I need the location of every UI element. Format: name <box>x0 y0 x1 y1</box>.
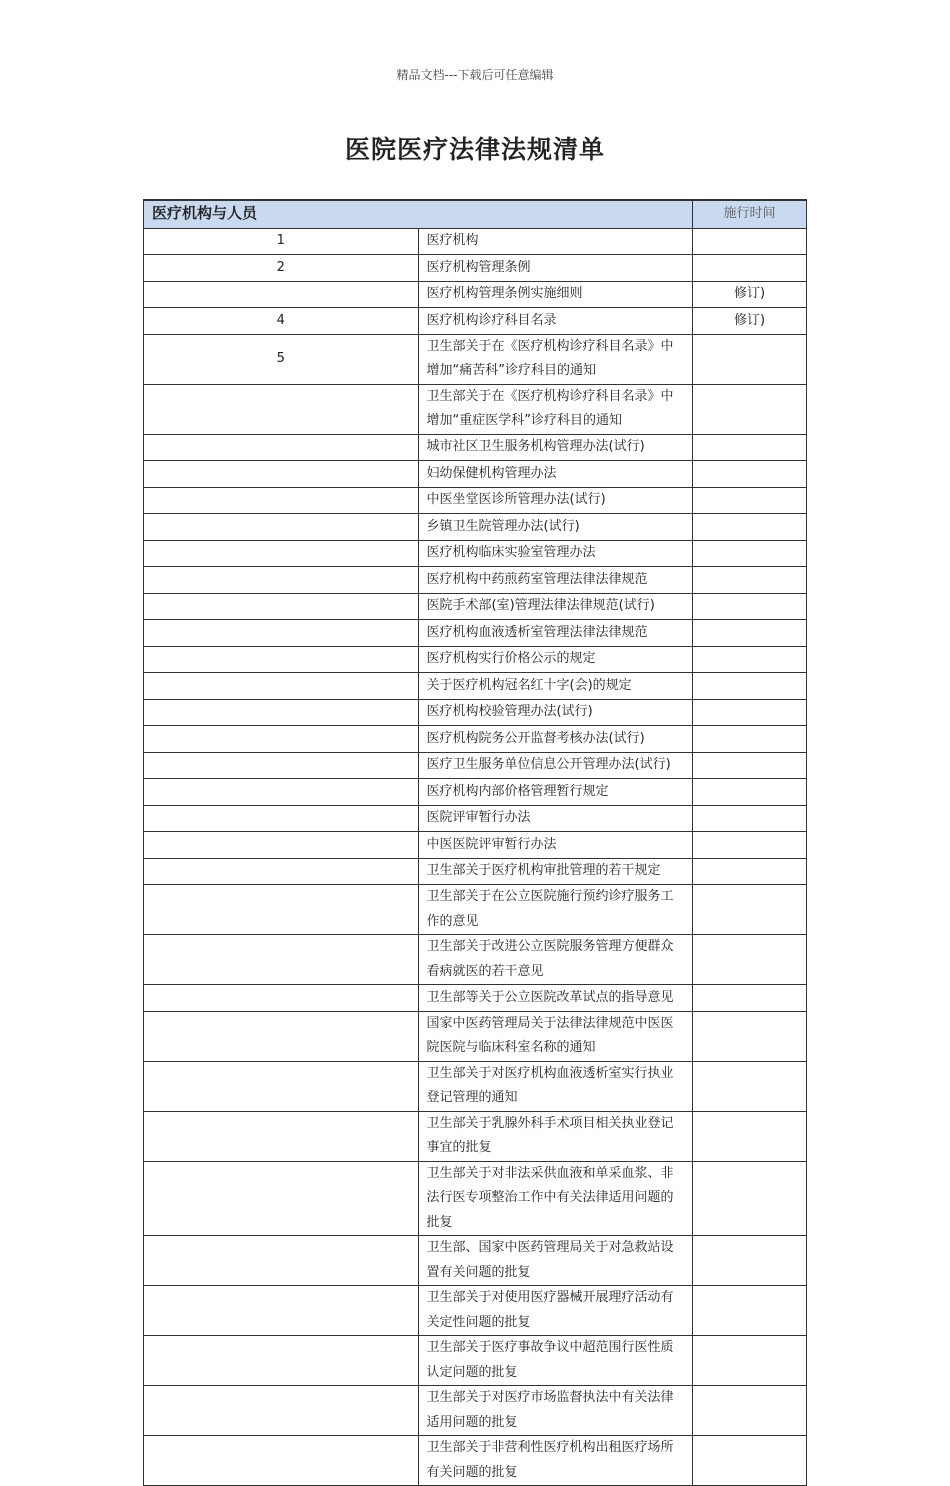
effective-time <box>693 514 807 541</box>
table-row <box>144 1011 807 1061</box>
effective-time <box>693 1111 807 1161</box>
row-number <box>144 487 419 514</box>
regulation-title: 医疗卫生服务单位信息公开管理办法(试行) <box>418 752 693 779</box>
row-number <box>144 593 419 620</box>
time-column-header: 施行时间 <box>693 200 807 228</box>
effective-time <box>693 567 807 594</box>
effective-time <box>693 620 807 647</box>
regulation-title: 卫生部关于非营利性医疗机构出租医疗场所有关问题的批复 <box>418 1436 693 1486</box>
regulation-title: 医疗机构校验管理办法(试行) <box>418 699 693 726</box>
table-row <box>144 1386 807 1436</box>
row-number: 4 <box>144 308 419 335</box>
table-row <box>144 620 807 647</box>
table-row <box>144 726 807 753</box>
regulation-title: 医疗机构实行价格公示的规定 <box>418 646 693 673</box>
regulation-title: 关于医疗机构冠名红十字(会)的规定 <box>418 673 693 700</box>
table-row <box>144 281 807 308</box>
effective-time <box>693 384 807 434</box>
table-row <box>144 673 807 700</box>
table-row <box>144 334 807 384</box>
regulation-title: 卫生部、国家中医药管理局关于对急救站设置有关问题的批复 <box>418 1236 693 1286</box>
effective-time <box>693 1161 807 1236</box>
effective-time <box>693 540 807 567</box>
regulation-title: 中医坐堂医诊所管理办法(试行) <box>418 487 693 514</box>
effective-time <box>693 885 807 935</box>
table-row <box>144 1236 807 1286</box>
row-number <box>144 805 419 832</box>
row-number: 1 <box>144 228 419 255</box>
row-number <box>144 858 419 885</box>
regulation-title: 城市社区卫生服务机构管理办法(试行) <box>418 434 693 461</box>
effective-time: 修订) <box>693 281 807 308</box>
row-number <box>144 1061 419 1111</box>
table-row <box>144 885 807 935</box>
effective-time <box>693 593 807 620</box>
regulation-title: 卫生部等关于公立医院改革试点的指导意见 <box>418 985 693 1012</box>
effective-time <box>693 1236 807 1286</box>
regulation-title: 医疗机构管理条例 <box>418 255 693 282</box>
effective-time <box>693 255 807 282</box>
row-number <box>144 1336 419 1386</box>
regulation-title: 妇幼保健机构管理办法 <box>418 461 693 488</box>
effective-time <box>693 673 807 700</box>
regulation-title: 卫生部关于对医疗机构血液透析室实行执业登记管理的通知 <box>418 1061 693 1111</box>
regulations-table <box>143 199 807 1486</box>
regulation-title: 乡镇卫生院管理办法(试行) <box>418 514 693 541</box>
effective-time <box>693 228 807 255</box>
effective-time <box>693 1436 807 1486</box>
table-row <box>144 1286 807 1336</box>
row-number <box>144 1161 419 1236</box>
effective-time <box>693 832 807 859</box>
table-row <box>144 593 807 620</box>
regulation-title: 卫生部关于对非法采供血液和单采血浆、非法行医专项整治工作中有关法律适用问题的批复 <box>418 1161 693 1236</box>
row-number <box>144 726 419 753</box>
effective-time <box>693 461 807 488</box>
effective-time <box>693 646 807 673</box>
row-number <box>144 1386 419 1436</box>
effective-time <box>693 434 807 461</box>
effective-time <box>693 1011 807 1061</box>
regulation-title: 国家中医药管理局关于法律法律规范中医医院医院与临床科室名称的通知 <box>418 1011 693 1061</box>
effective-time <box>693 779 807 806</box>
regulation-title: 中医医院评审暂行办法 <box>418 832 693 859</box>
effective-time <box>693 805 807 832</box>
effective-time <box>693 1061 807 1111</box>
regulation-title: 医疗机构 <box>418 228 693 255</box>
table-row <box>144 514 807 541</box>
regulation-title: 卫生部关于医疗事故争议中超范围行医性质认定问题的批复 <box>418 1336 693 1386</box>
page-title: 医院医疗法律法规清单 <box>344 135 605 164</box>
table-row <box>144 646 807 673</box>
table-row <box>144 384 807 434</box>
effective-time <box>693 334 807 384</box>
table-row <box>144 540 807 567</box>
regulation-title: 医院评审暂行办法 <box>418 805 693 832</box>
regulation-title: 医疗机构临床实验室管理办法 <box>418 540 693 567</box>
section-title-cell <box>144 200 693 228</box>
row-number: 5 <box>144 334 419 384</box>
table-row <box>144 858 807 885</box>
row-number <box>144 567 419 594</box>
effective-time <box>693 752 807 779</box>
row-number <box>144 646 419 673</box>
regulation-title: 卫生部关于对使用医疗器械开展理疗活动有关定性问题的批复 <box>418 1286 693 1336</box>
regulation-title: 卫生部关于乳腺外科手术项目相关执业登记事宜的批复 <box>418 1111 693 1161</box>
row-number: 2 <box>144 255 419 282</box>
effective-time <box>693 699 807 726</box>
row-number <box>144 281 419 308</box>
table-row <box>144 567 807 594</box>
table-row <box>144 935 807 985</box>
table-row <box>144 1061 807 1111</box>
row-number <box>144 985 419 1012</box>
effective-time <box>693 1386 807 1436</box>
row-number <box>144 885 419 935</box>
regulation-title: 卫生部关于对医疗市场监督执法中有关法律适用问题的批复 <box>418 1386 693 1436</box>
row-number <box>144 935 419 985</box>
table-row <box>144 255 807 282</box>
effective-time: 修订) <box>693 308 807 335</box>
table-row <box>144 1111 807 1161</box>
effective-time <box>693 935 807 985</box>
table-row <box>144 1336 807 1386</box>
effective-time <box>693 1336 807 1386</box>
effective-time <box>693 726 807 753</box>
row-number <box>144 1011 419 1061</box>
row-number <box>144 832 419 859</box>
table-row <box>144 1161 807 1236</box>
regulation-title: 医疗机构管理条例实施细则 <box>418 281 693 308</box>
regulation-title: 医疗机构中药煎药室管理法律法律规范 <box>418 567 693 594</box>
section-title: 医疗机构与人员 <box>152 204 258 222</box>
row-number <box>144 1111 419 1161</box>
table-header-row <box>144 200 807 228</box>
regulation-title: 医疗机构诊疗科目名录 <box>418 308 693 335</box>
regulation-title: 医疗机构院务公开监督考核办法(试行) <box>418 726 693 753</box>
regulation-title: 卫生部关于改进公立医院服务管理方便群众看病就医的若干意见 <box>418 935 693 985</box>
table-row <box>144 228 807 255</box>
table-row <box>144 832 807 859</box>
row-number <box>144 461 419 488</box>
table-row <box>144 805 807 832</box>
regulation-title: 卫生部关于在《医疗机构诊疗科目名录》中增加“痛苦科”诊疗科目的通知 <box>418 334 693 384</box>
header-note: 精品文档---下载后可任意编辑 <box>396 68 554 82</box>
row-number <box>144 434 419 461</box>
table-row <box>144 752 807 779</box>
row-number <box>144 673 419 700</box>
regulation-title: 医院手术部(室)管理法律法律规范(试行) <box>418 593 693 620</box>
effective-time <box>693 1286 807 1336</box>
row-number <box>144 1436 419 1486</box>
row-number <box>144 540 419 567</box>
row-number <box>144 752 419 779</box>
table-row <box>144 985 807 1012</box>
regulation-title: 医疗机构内部价格管理暂行规定 <box>418 779 693 806</box>
table-row <box>144 461 807 488</box>
table-row <box>144 699 807 726</box>
table-row <box>144 487 807 514</box>
row-number <box>144 699 419 726</box>
regulation-title: 卫生部关于医疗机构审批管理的若干规定 <box>418 858 693 885</box>
row-number <box>144 620 419 647</box>
row-number <box>144 1286 419 1336</box>
row-number <box>144 384 419 434</box>
row-number <box>144 1236 419 1286</box>
effective-time <box>693 858 807 885</box>
table-row <box>144 308 807 335</box>
row-number <box>144 514 419 541</box>
regulation-title: 卫生部关于在公立医院施行预约诊疗服务工作的意见 <box>418 885 693 935</box>
regulation-title: 医疗机构血液透析室管理法律法律规范 <box>418 620 693 647</box>
effective-time <box>693 985 807 1012</box>
table-row <box>144 434 807 461</box>
table-row <box>144 779 807 806</box>
effective-time <box>693 487 807 514</box>
regulation-title: 卫生部关于在《医疗机构诊疗科目名录》中增加“重症医学科”诊疗科目的通知 <box>418 384 693 434</box>
table-row <box>144 1436 807 1486</box>
row-number <box>144 779 419 806</box>
